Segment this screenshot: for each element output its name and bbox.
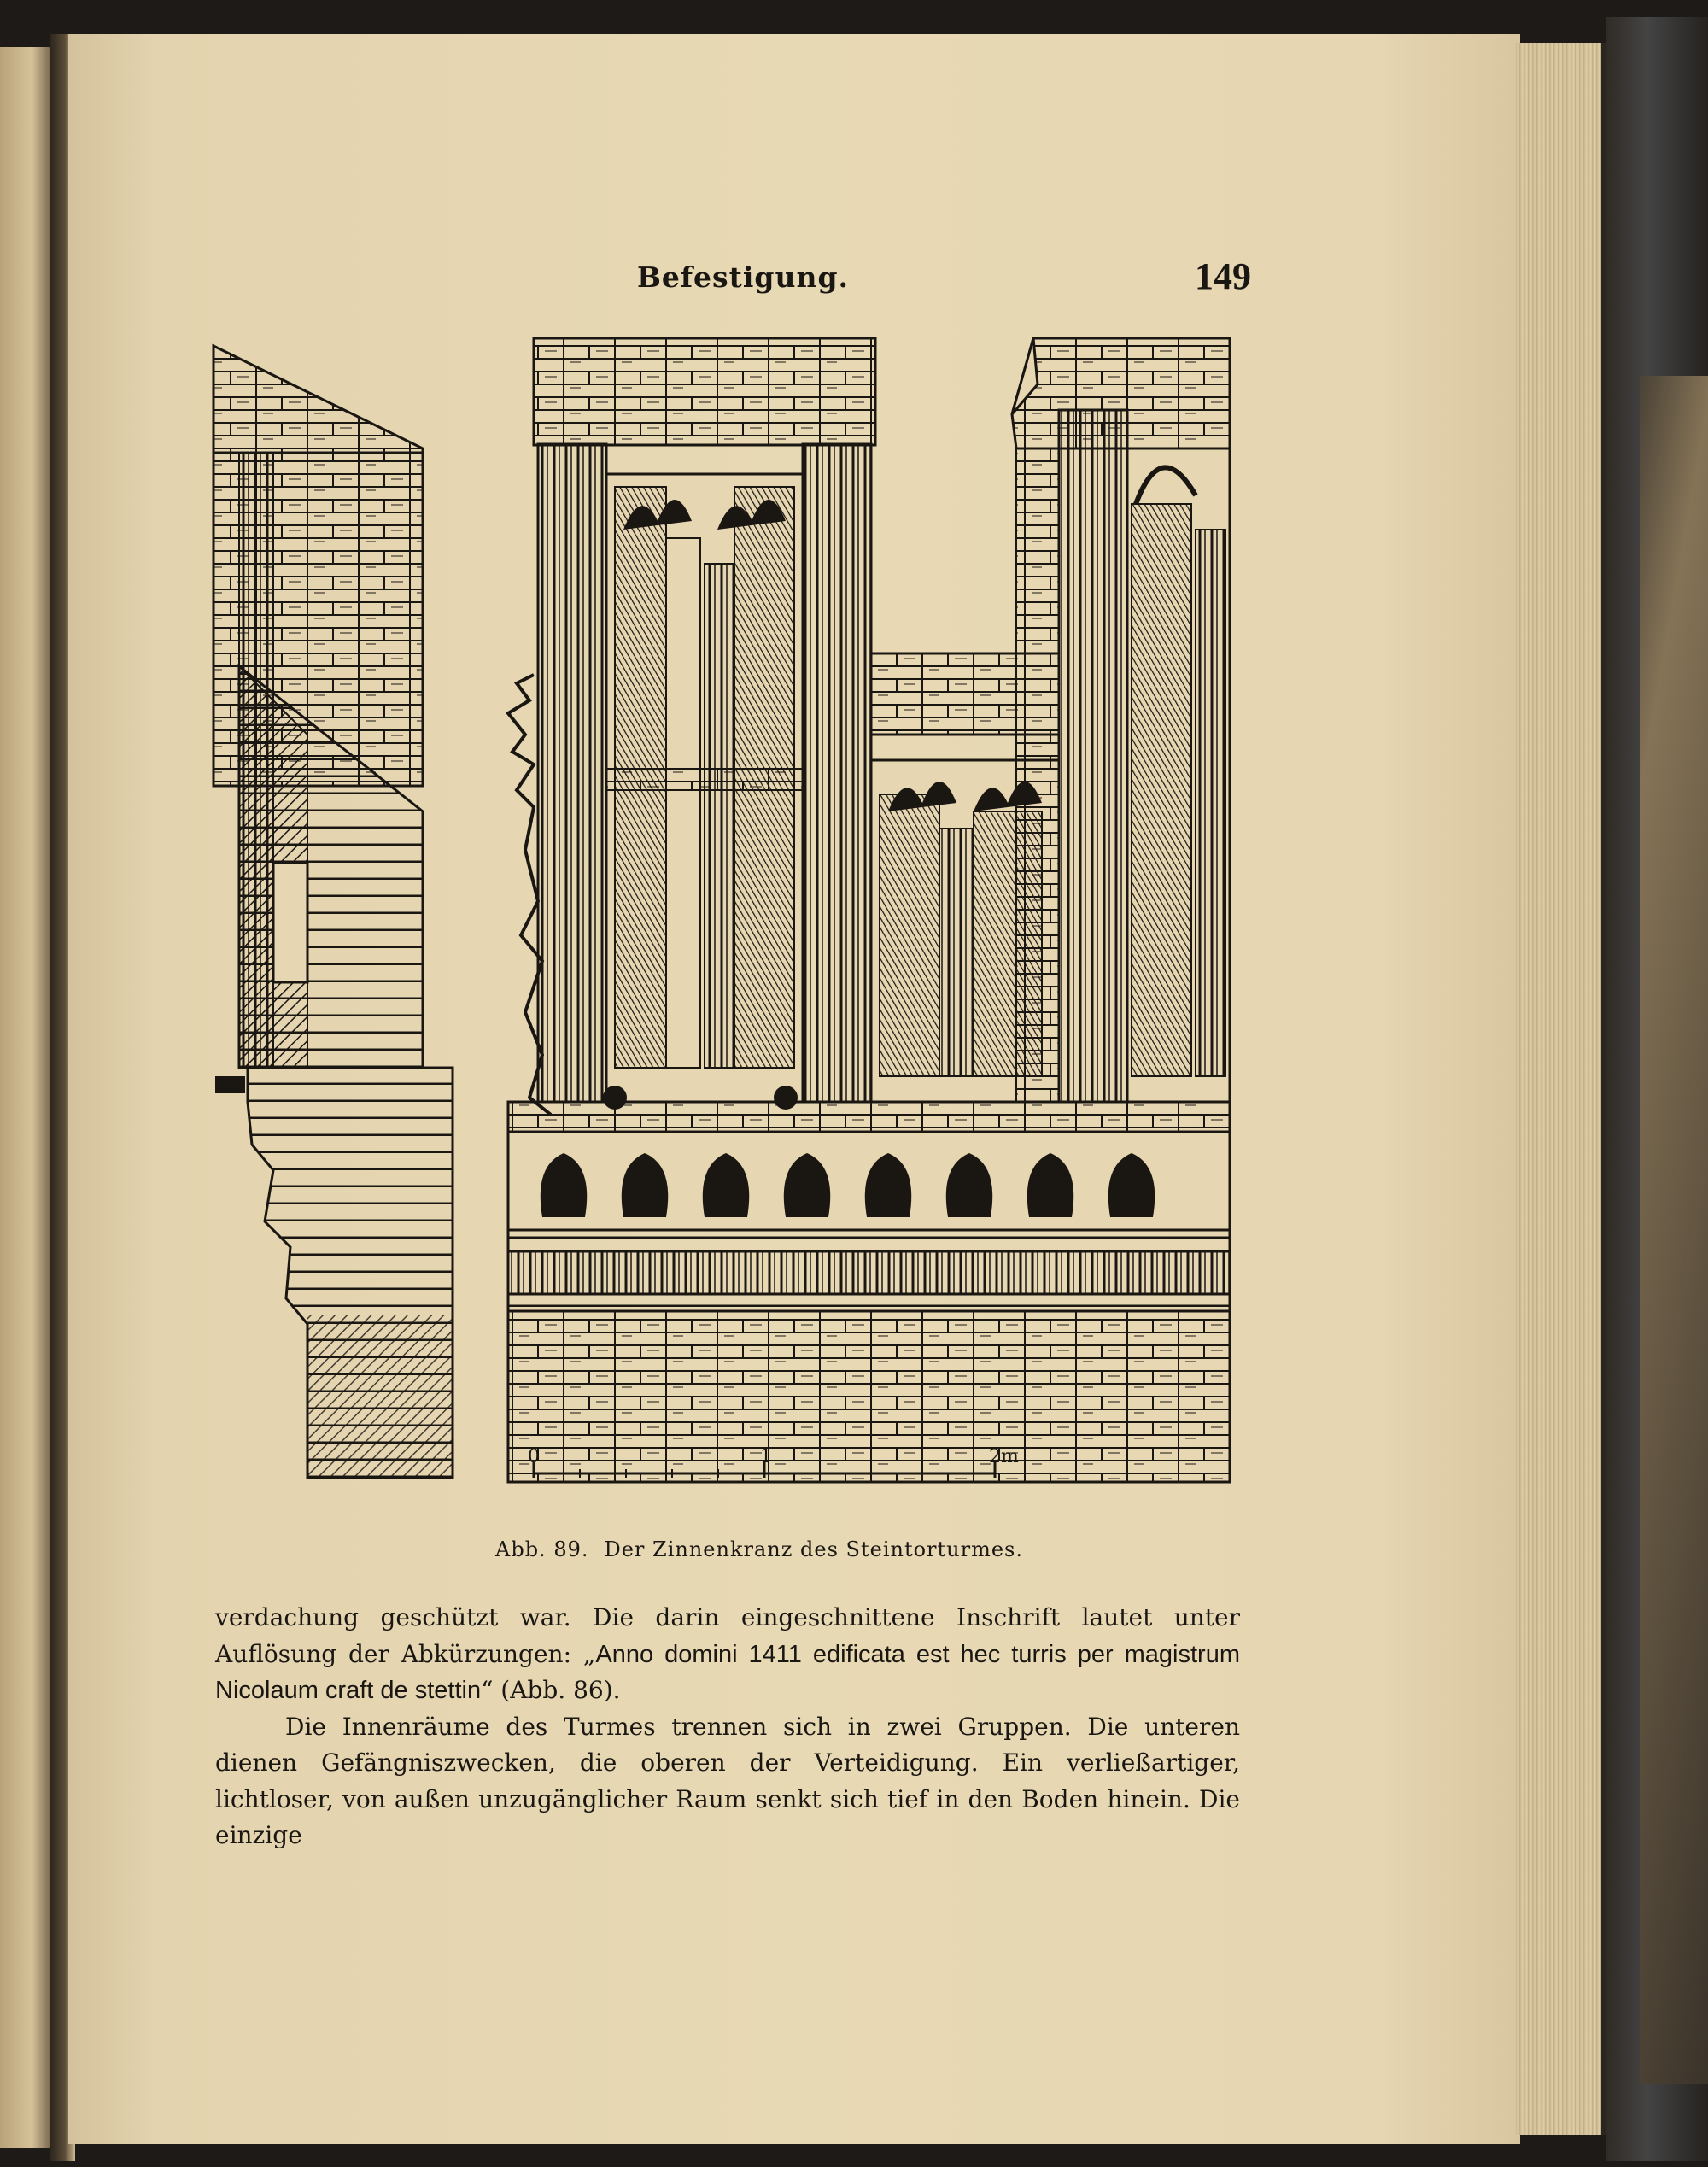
page-number: 149 [1195, 255, 1251, 297]
caption-text: Der Zinnenkranz des Steintorturmes. [604, 1537, 1023, 1561]
scale-label-0: 0 [528, 1446, 540, 1467]
paragraph-1-text-a: verdachung geschützt war. Die darin eingeschnittene Inschrift lautet unter Auflösung der Abkürzungen: „ [215, 1603, 1240, 1668]
section-view [214, 346, 453, 1478]
elevation-view [508, 338, 1230, 1482]
paragraph-2: Die Innenräume des Turmes trennen sich in zwei Gruppen. Die unteren dienen Gefängniszwecken, die oberen der Verteidigung. Ein verließartiger, lichtloser, von außen unzugänglicher Raum senkt sich tief in den Boden hinein. Die einzige [215, 1712, 1240, 1849]
running-header: Befestigung. [636, 261, 850, 294]
paragraph-1 [215, 1600, 1240, 1709]
cover-corner [1640, 376, 1708, 2084]
figure-caption [495, 1537, 1093, 1561]
scale-label-2: 2m [989, 1446, 1019, 1467]
page-edges [1516, 43, 1606, 2135]
scale-label-1: 1 [760, 1446, 772, 1467]
left-page-edge [0, 47, 53, 2148]
paragraph-1-text-b: “ (Abb. 86). [481, 1676, 621, 1704]
latin-inscription: Anno domini 1411 edificata est hec turris per magistrum Nicolaum craft de stettin [215, 1640, 1240, 1704]
architectural-illustration [205, 333, 1247, 1495]
body-text [215, 1600, 1240, 1854]
figure-number: Abb. 89. [495, 1537, 589, 1561]
